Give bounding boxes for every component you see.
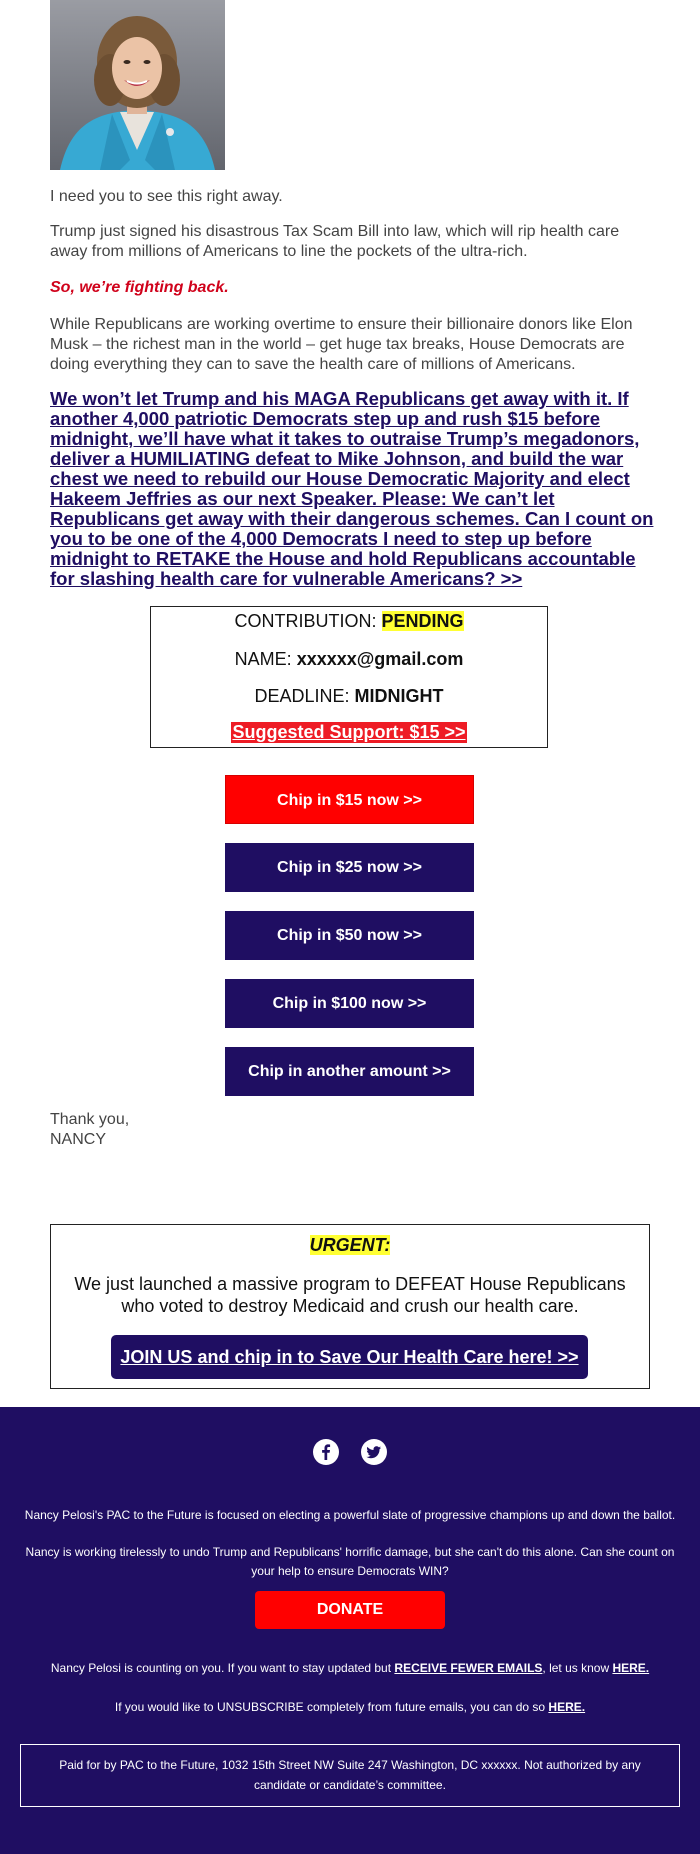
twitter-icon[interactable] [361,1439,387,1465]
deadline-row [151,686,547,707]
contribution-status: PENDING [381,611,464,631]
signature-name: NANCY [50,1131,107,1148]
footer-ask-text: Nancy is working tirelessly to undo Trump and Republicans' horrific damage, but she can't do this alone. Can she count on your help to ensure Democrats WIN? [25,1545,675,1578]
deadline-label: DEADLINE: [254,686,350,706]
fewer-emails-pre: Nancy Pelosi is counting on you. If you want to stay updated but [50,1661,395,1675]
paid-for-box: Paid for by PAC to the Future, 1032 15th Street NW Suite 247 Washington, DC xxxxxx. Not authorized by any candidate or candidate’s committee. [20,1744,680,1807]
chip-50-button[interactable]: Chip in $50 now >> [225,911,474,960]
republicans-paragraph: While Republicans are working overtime to ensure their billionaire donors like Elon Musk – the richest man in the world – get huge tax breaks, House Democrats are doing everything they can to save the health care of millions of Americans. [50,316,633,373]
footer-about-text: Nancy Pelosi's PAC to the Future is focused on electing a powerful slate of progressive champions up and down the ballot. [24,1508,676,1522]
fighting-back-text: So, we’re fighting back. [50,279,229,296]
donate-button[interactable]: DONATE [255,1591,445,1629]
urgent-box [50,1224,650,1389]
unsubscribe-text [20,1698,680,1717]
name-value: xxxxxx@gmail.com [296,649,464,669]
contribution-row [151,611,547,632]
intro-line: I need you to see this right away. [50,188,283,205]
fewer-emails-mid: , let us know [542,1661,613,1675]
fewer-emails-here-link[interactable]: HERE. [612,1661,650,1675]
appeal-link[interactable]: We won’t let Trump and his MAGA Republicans get away with it. If another 4,000 patriotic Democrats step up and rush $15 before midnight, we’ll have what it takes to outraise Trump’s megadonors, deliver a HUMILIATING defeat to Mike Johnson, and build the war chest we need to rebuild our House Democratic Majority and elect Hakeem Jeffries as our next Speaker. Please: We can’t let Republicans get away with their dangerous schemes. Can I count on you to be one of the 4,000 Democrats I need to step up before midnight to RETAKE the House and hold Republicans accountable for slashing health care for vulnerable Americans? >> [50,388,654,589]
name-row [151,649,547,670]
portrait-photo [50,0,225,170]
receive-fewer-emails-link[interactable]: RECEIVE FEWER EMAILS [394,1661,543,1675]
name-label: NAME: [234,649,292,669]
intro-paragraph: Trump just signed his disastrous Tax Scam Bill into law, which will rip health care away from millions of Americans to line the pockets of the ultra-rich. [50,223,620,260]
facebook-icon[interactable] [313,1439,339,1465]
fewer-emails-text [20,1659,680,1678]
suggested-row [151,722,547,743]
deadline-value: MIDNIGHT [354,686,444,706]
urgent-title [51,1235,649,1256]
join-us-button[interactable]: JOIN US and chip in to Save Our Health Care here! >> [111,1335,588,1379]
contribution-box [150,606,548,748]
contribution-label: CONTRIBUTION: [234,611,377,631]
suggested-support-link[interactable]: Suggested Support: $15 >> [232,722,466,742]
footer [0,1407,700,1854]
chip-other-amount-button[interactable]: Chip in another amount >> [225,1047,474,1096]
chip-100-button[interactable]: Chip in $100 now >> [225,979,474,1028]
urgent-title-text: URGENT: [309,1235,391,1255]
unsubscribe-here-link[interactable]: HERE. [548,1700,586,1714]
unsubscribe-pre: If you would like to UNSUBSCRIBE completely from future emails, you can do so [114,1700,549,1714]
chip-25-button[interactable]: Chip in $25 now >> [225,843,474,892]
urgent-message: We just launched a massive program to DEFEAT House Republicans who voted to destroy Medicaid and crush our health care. [74,1274,626,1316]
chip-15-button[interactable]: Chip in $15 now >> [225,775,474,824]
signoff [50,1110,129,1150]
thanks-text: Thank you, [50,1111,130,1128]
